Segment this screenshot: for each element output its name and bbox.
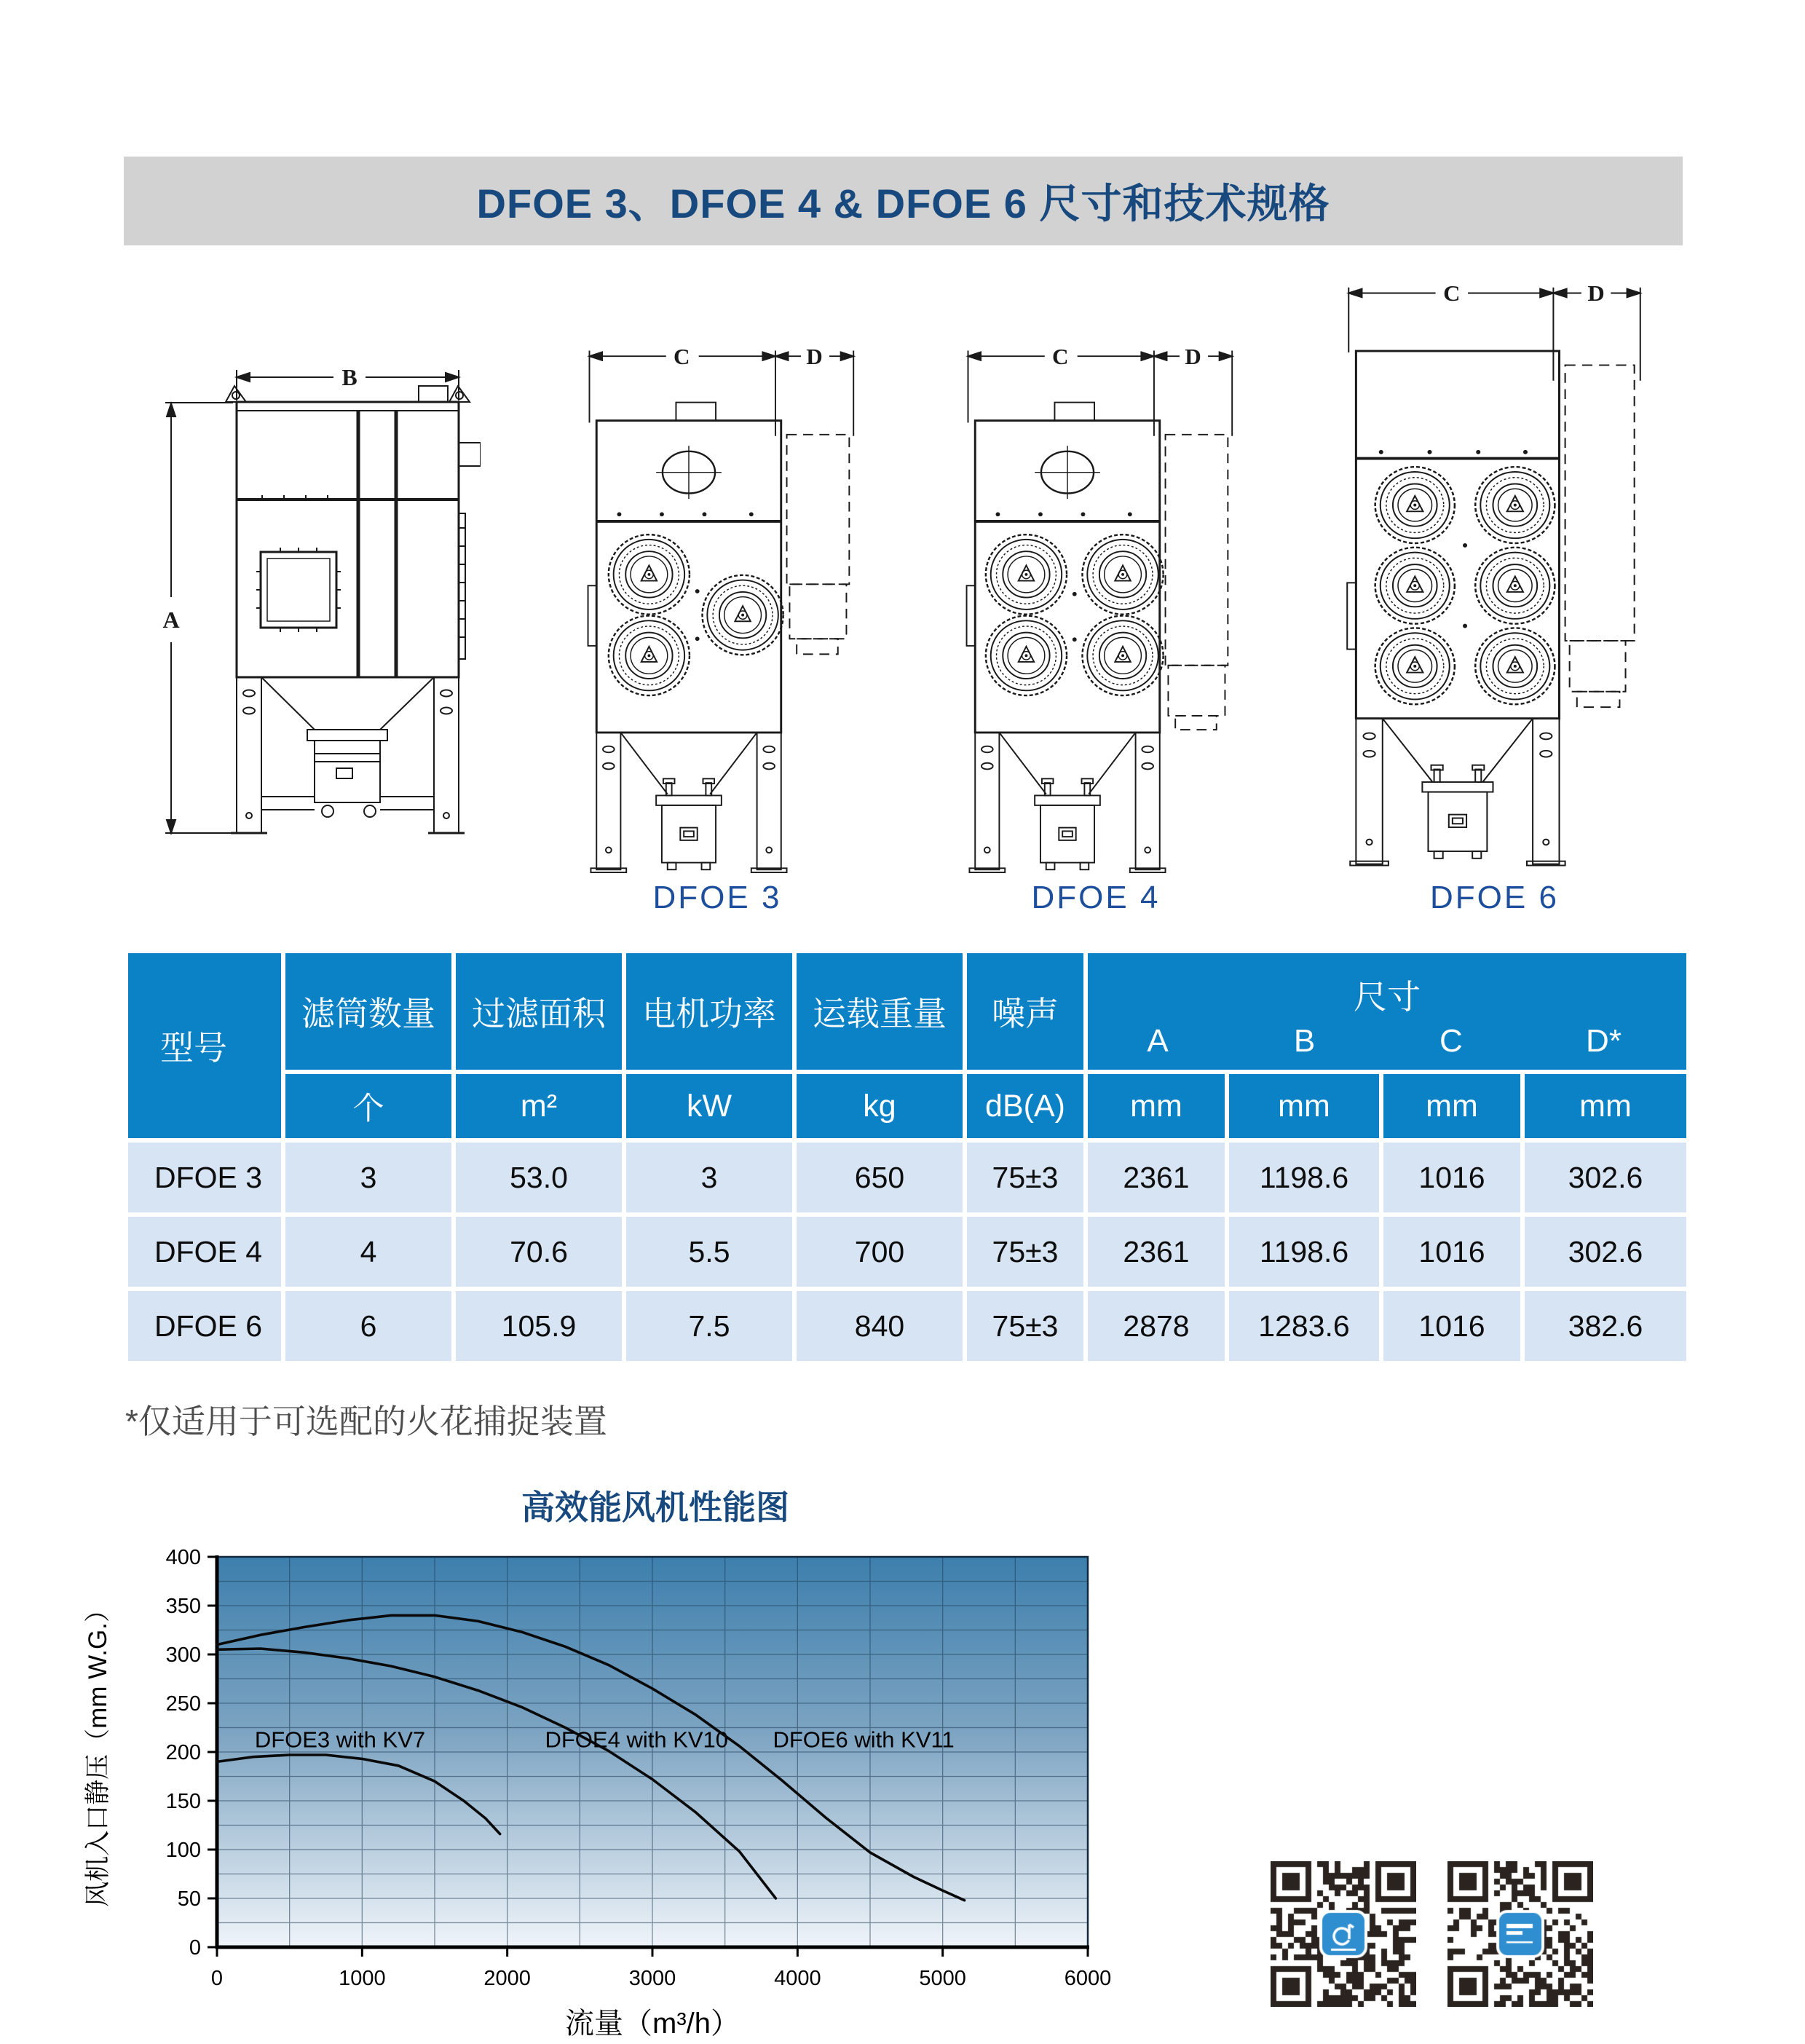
machine-drawing-dfoe3	[575, 342, 859, 874]
table-row-dfoe4	[128, 1217, 1686, 1287]
value-cell: 105.9	[456, 1291, 622, 1361]
value-cell: 3	[285, 1143, 451, 1212]
table-header-row	[128, 953, 1686, 1070]
dims-letters-row	[1088, 1023, 1686, 1060]
machine-drawing-dfoe6	[1332, 280, 1656, 877]
value-cell: 70.6	[456, 1217, 622, 1287]
table-row-dfoe6	[128, 1291, 1686, 1361]
table-row-dfoe3	[128, 1143, 1686, 1212]
unit-cell: mm	[1525, 1074, 1686, 1138]
dim-col-b: B	[1293, 1023, 1316, 1059]
table-units-row	[128, 1074, 1686, 1138]
dim-col-a: A	[1147, 1023, 1169, 1059]
value-cell: 75±3	[967, 1217, 1083, 1287]
footnote: *仅适用于可选配的火花捕捉装置	[125, 1402, 607, 1440]
svg-text:0: 0	[210, 1967, 224, 1990]
machine-drawing-side-view	[153, 357, 481, 859]
chart-title: 高效能风机性能图	[521, 1488, 789, 1526]
unit-cell: mm	[1383, 1074, 1520, 1138]
svg-text:DFOE4 with KV10: DFOE4 with KV10	[545, 1727, 729, 1753]
model-cell: DFOE 6	[128, 1291, 281, 1361]
filter-cartridges-dfoe3	[609, 534, 783, 695]
svg-text:50: 50	[177, 1887, 201, 1911]
value-cell: 3	[626, 1143, 792, 1212]
svg-text:DFOE3 with KV7: DFOE3 with KV7	[254, 1727, 426, 1753]
svg-text:100: 100	[165, 1839, 201, 1862]
value-cell: 1283.6	[1229, 1291, 1379, 1361]
value-cell: 650	[797, 1143, 963, 1212]
value-cell: 2361	[1088, 1143, 1225, 1212]
fan-performance-chart	[44, 1529, 1136, 2044]
value-cell: 75±3	[967, 1143, 1083, 1212]
filter-cartridges-dfoe6	[1375, 467, 1555, 704]
svg-text:1000: 1000	[339, 1967, 386, 1990]
dim-col-d: D*	[1586, 1023, 1622, 1059]
col-header-cartridge-count: 滤筒数量	[285, 953, 451, 1070]
qr-code-wechat-1	[1271, 1861, 1416, 2007]
machine-drawing-dfoe4	[954, 342, 1238, 874]
title-bar	[124, 157, 1683, 245]
value-cell: 700	[797, 1217, 963, 1287]
col-header-filter-area: 过滤面积	[456, 953, 622, 1070]
filter-cartridges-dfoe4	[986, 534, 1164, 695]
unit-cell: mm	[1088, 1074, 1225, 1138]
value-cell: 2878	[1088, 1291, 1225, 1361]
svg-text:150: 150	[165, 1790, 201, 1813]
svg-text:DFOE6 with KV11: DFOE6 with KV11	[773, 1727, 955, 1753]
col-header-motor-power: 电机功率	[626, 953, 792, 1070]
unit-cell: m²	[456, 1074, 622, 1138]
col-header-shipping-weight: 运载重量	[797, 953, 963, 1070]
value-cell: 2361	[1088, 1217, 1225, 1287]
page-title: DFOE 3、DFOE 4 & DFOE 6 尺寸和技术规格	[476, 181, 1330, 226]
value-cell: 840	[797, 1291, 963, 1361]
dim-label-c: C	[673, 343, 690, 369]
dim-label-c: C	[1443, 280, 1461, 306]
dim-label-d: D	[806, 343, 823, 369]
value-cell: 53.0	[456, 1143, 622, 1212]
col-header-model: 型号	[128, 953, 281, 1138]
dim-label-d: D	[1587, 280, 1605, 306]
drawing-caption-dfoe3: DFOE 3	[652, 880, 782, 915]
value-cell: 382.6	[1525, 1291, 1686, 1361]
qr-code-wechat-2	[1447, 1861, 1593, 2007]
spec-table	[124, 949, 1691, 1365]
svg-text:200: 200	[165, 1741, 201, 1764]
unit-cell: dB(A)	[967, 1074, 1083, 1138]
model-cell: DFOE 3	[128, 1143, 281, 1212]
value-cell: 302.6	[1525, 1143, 1686, 1212]
svg-text:0: 0	[189, 1936, 201, 1960]
svg-text:流量（m³/h）: 流量（m³/h）	[565, 2008, 740, 2040]
value-cell: 75±3	[967, 1291, 1083, 1361]
col-header-noise: 噪声	[967, 953, 1083, 1070]
value-cell: 7.5	[626, 1291, 792, 1361]
drawing-caption-dfoe6: DFOE 6	[1430, 880, 1559, 915]
value-cell: 1198.6	[1229, 1143, 1379, 1212]
svg-text:400: 400	[165, 1546, 201, 1569]
col-header-dimensions-group	[1088, 953, 1686, 1070]
unit-cell: mm	[1229, 1074, 1379, 1138]
value-cell: 302.6	[1525, 1217, 1686, 1287]
dims-group-title: 尺寸	[1354, 978, 1421, 1016]
value-cell: 5.5	[626, 1217, 792, 1287]
drawing-caption-dfoe4: DFOE 4	[1031, 880, 1161, 915]
svg-text:风机入口静压（mm W.G.）: 风机入口静压（mm W.G.）	[84, 1597, 112, 1907]
value-cell: 1016	[1383, 1143, 1520, 1212]
value-cell: 1016	[1383, 1217, 1520, 1287]
svg-text:6000: 6000	[1064, 1967, 1112, 1990]
value-cell: 1016	[1383, 1291, 1520, 1361]
svg-text:5000: 5000	[919, 1967, 966, 1990]
chart-plot-area	[84, 1546, 1111, 2040]
unit-cell: kW	[626, 1074, 792, 1138]
unit-cell: kg	[797, 1074, 963, 1138]
model-cell: DFOE 4	[128, 1217, 281, 1287]
svg-text:250: 250	[165, 1692, 201, 1716]
svg-text:3000: 3000	[628, 1967, 676, 1990]
dim-label-d: D	[1185, 343, 1201, 369]
svg-text:4000: 4000	[774, 1967, 821, 1990]
dim-col-c: C	[1439, 1023, 1463, 1059]
svg-text:300: 300	[165, 1644, 201, 1667]
value-cell: 1198.6	[1229, 1217, 1379, 1287]
dim-label-a: A	[162, 607, 180, 633]
value-cell: 4	[285, 1217, 451, 1287]
value-cell: 6	[285, 1291, 451, 1361]
dim-label-b: B	[341, 364, 358, 390]
svg-text:2000: 2000	[483, 1967, 531, 1990]
dim-label-c: C	[1051, 343, 1069, 369]
svg-text:350: 350	[165, 1595, 201, 1618]
unit-cell: 个	[285, 1074, 451, 1138]
